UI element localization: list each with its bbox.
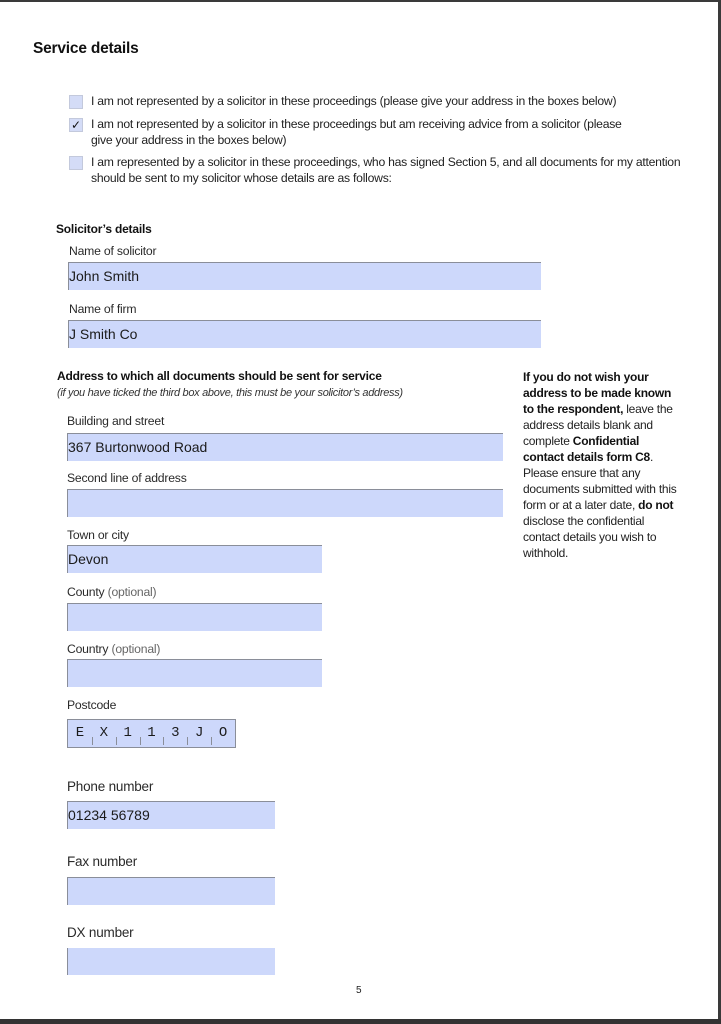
dx-label: DX number bbox=[67, 925, 134, 940]
street-field[interactable]: 367 Burtonwood Road bbox=[67, 433, 503, 461]
postcode-char[interactable]: 3 bbox=[163, 720, 187, 747]
postcode-char[interactable]: 1 bbox=[140, 720, 164, 747]
address-hint: (if you have ticked the third box above, this must be your solicitor’s address) bbox=[57, 387, 403, 399]
confidentiality-note bbox=[523, 369, 683, 561]
checkbox-receiving-advice[interactable] bbox=[69, 118, 83, 132]
phone-label: Phone number bbox=[67, 779, 154, 794]
option-label: I am not represented by a solicitor in these proceedings but am receiving advice from a solicitor (please give your address in the boxes below) bbox=[91, 117, 622, 147]
optional-tag: (optional) bbox=[111, 642, 161, 656]
page-title: Service details bbox=[33, 40, 139, 57]
note-text: . Please ensure that any documents submitted with this form or at a later date, bbox=[523, 450, 677, 512]
optional-tag: (optional) bbox=[107, 585, 157, 599]
county-field[interactable] bbox=[67, 603, 322, 631]
address-heading: Address to which all documents should be sent for service bbox=[57, 369, 382, 383]
postcode-char[interactable]: X bbox=[92, 720, 116, 747]
solicitor-name-field[interactable]: John Smith bbox=[68, 262, 541, 290]
window-frame-top bbox=[0, 0, 721, 2]
postcode-field[interactable] bbox=[67, 719, 236, 748]
checkmark-icon: ✓ bbox=[70, 118, 82, 132]
option-not-represented[interactable] bbox=[69, 94, 681, 110]
country-field[interactable] bbox=[67, 659, 322, 687]
country-label-text: Country bbox=[67, 642, 109, 656]
solicitor-details-heading: Solicitor’s details bbox=[56, 222, 152, 236]
option-receiving-advice[interactable] bbox=[69, 117, 631, 148]
county-label bbox=[67, 585, 156, 599]
address-line2-label: Second line of address bbox=[67, 471, 187, 485]
option-label: I am represented by a solicitor in these proceedings, who has signed Section 5, and all documents for my attention should be sent to my solicitor whose details are as follows: bbox=[91, 155, 681, 185]
fax-field[interactable] bbox=[67, 877, 275, 905]
postcode-char[interactable]: 1 bbox=[116, 720, 140, 747]
note-bold-text: do not bbox=[638, 498, 674, 512]
postcode-char[interactable]: O bbox=[211, 720, 235, 747]
option-represented[interactable] bbox=[69, 155, 681, 186]
postcode-char[interactable]: J bbox=[187, 720, 211, 747]
note-bold-text: If you do not wish your address to be made known to the respondent, bbox=[523, 370, 672, 416]
note-text: disclose the confidential contact details you wish to withhold. bbox=[523, 514, 657, 560]
checkbox-represented[interactable] bbox=[69, 156, 83, 170]
firm-name-field[interactable]: J Smith Co bbox=[68, 320, 541, 348]
page-number: 5 bbox=[356, 985, 362, 996]
street-label: Building and street bbox=[67, 414, 165, 428]
window-frame-bottom bbox=[0, 1019, 721, 1024]
fax-label: Fax number bbox=[67, 854, 138, 869]
firm-name-label: Name of firm bbox=[69, 302, 137, 316]
note-form-c8-reference: Confidential contact details form C8 bbox=[523, 434, 650, 464]
postcode-label: Postcode bbox=[67, 698, 117, 712]
postcode-char[interactable]: E bbox=[75, 725, 85, 741]
note-text: leave the address details blank and complete bbox=[523, 402, 673, 448]
solicitor-name-label: Name of solicitor bbox=[69, 244, 157, 258]
phone-field[interactable]: 01234 56789 bbox=[67, 801, 275, 829]
country-label bbox=[67, 642, 160, 656]
town-label: Town or city bbox=[67, 528, 129, 542]
town-field[interactable]: Devon bbox=[67, 545, 322, 573]
county-label-text: County bbox=[67, 585, 105, 599]
option-label: I am not represented by a solicitor in these proceedings (please give your address in the boxes below) bbox=[91, 94, 617, 108]
dx-field[interactable] bbox=[67, 948, 275, 975]
address-line2-field[interactable] bbox=[67, 489, 503, 517]
checkbox-not-represented[interactable] bbox=[69, 95, 83, 109]
